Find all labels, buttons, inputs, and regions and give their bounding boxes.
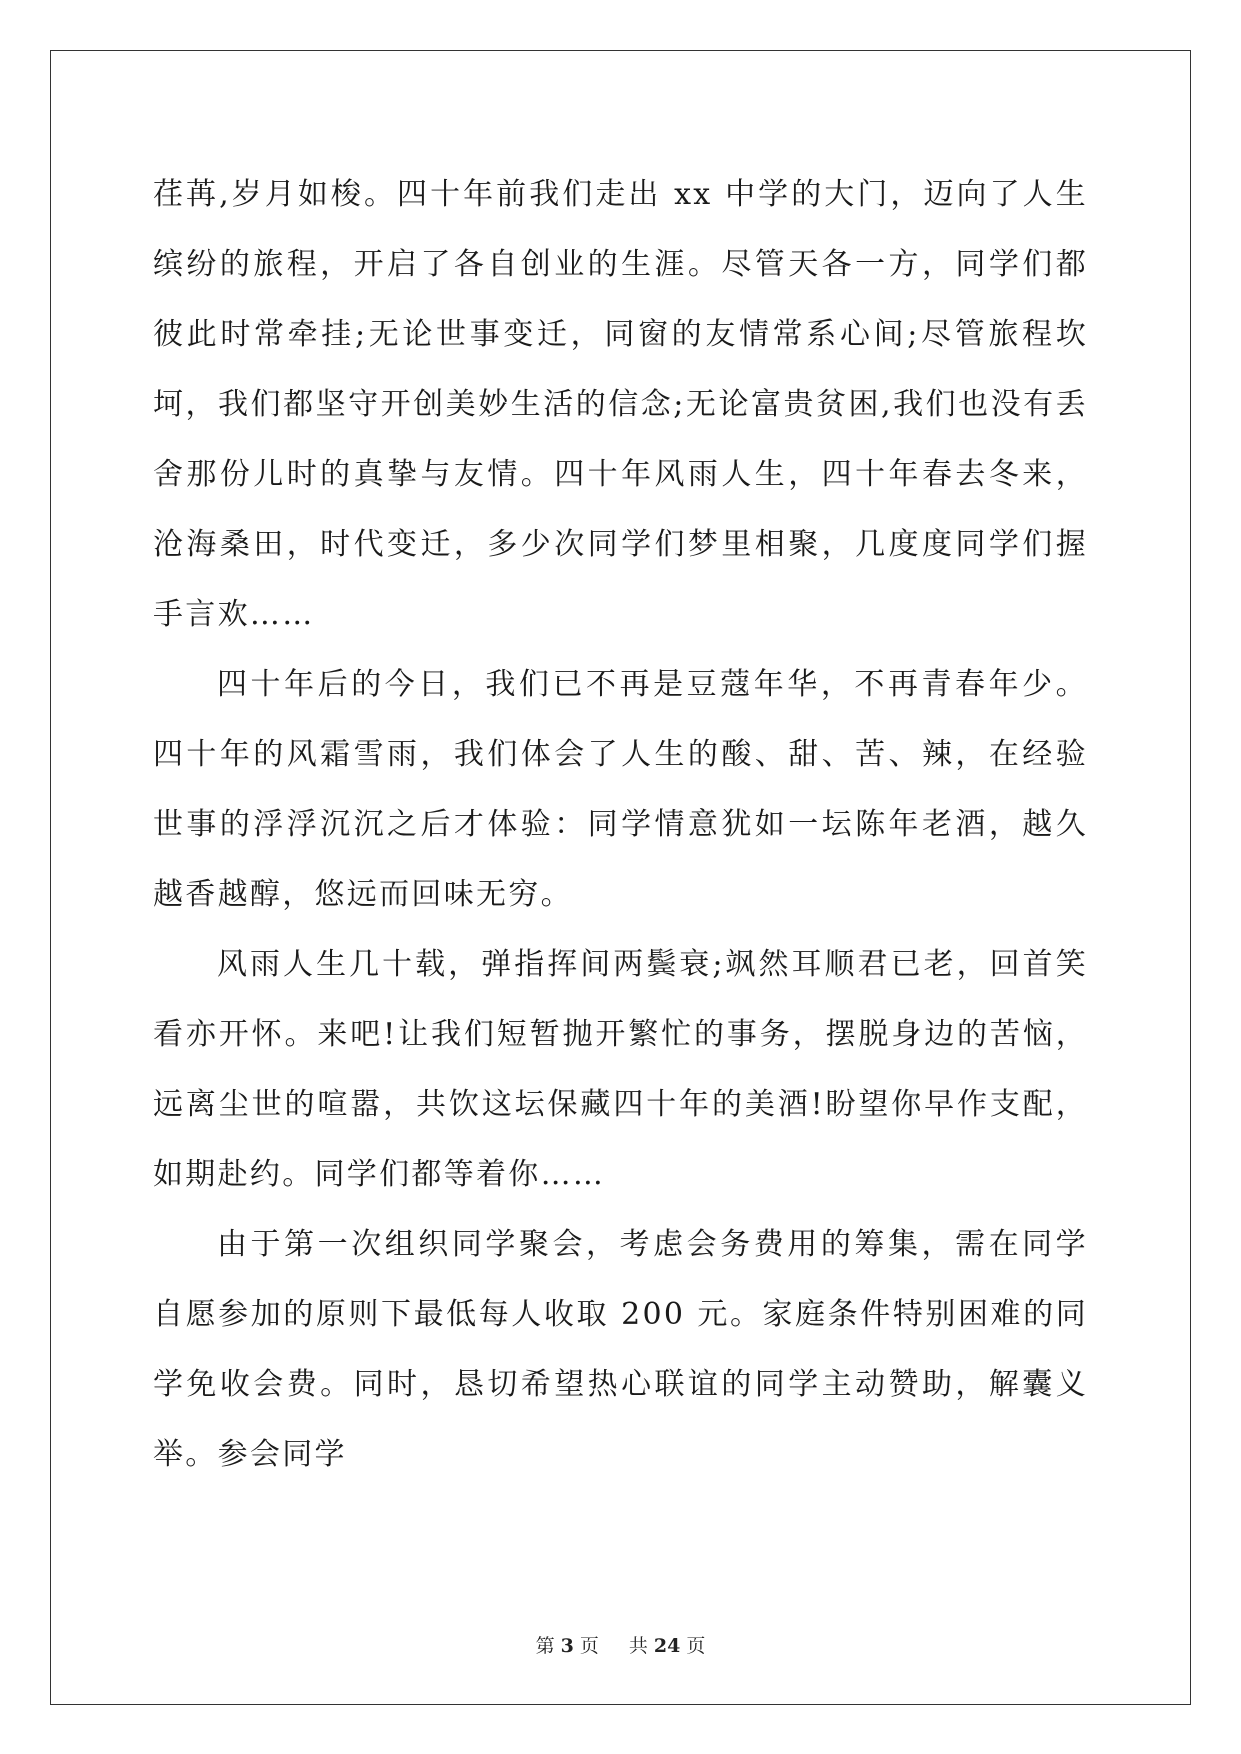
paragraph-3: 风雨人生几十载，弹指挥间两鬓衰;飒然耳顺君已老，回首笑看亦开怀。来吧!让我们短暂抛开繁忙的事务，摆脱身边的苦恼，远离尘世的喧嚣，共饮这坛保藏四十年的美酒!盼望你早作支配，如期赴约。同学们都等着你…… bbox=[153, 947, 1088, 1192]
page-prefix: 第 bbox=[535, 1635, 555, 1657]
paragraph-1: 荏苒,岁月如梭。四十年前我们走出 xx 中学的大门，迈向了人生缤纷的旅程，开启了各自创业的生涯。尽管天各一方，同学们都彼此时常牵挂;无论世事变迁，同窗的友情常系心间;尽管旅程坎坷，我们都坚守开创美妙生活的信念;无论富贵贫困,我们也没有丢舍那份儿时的真挚与友情。四十年风雨人生，四十年春去冬来，沧海桑田，时代变迁，多少次同学们梦里相聚，几度度同学们握手言欢…… bbox=[153, 177, 1088, 632]
total-pages-indicator bbox=[623, 1635, 711, 1657]
page-footer bbox=[0, 1631, 1241, 1658]
total-suffix: 页 bbox=[686, 1635, 706, 1657]
paragraph-4: 由于第一次组织同学聚会，考虑会务费用的筹集，需在同学自愿参加的原则下最低每人收取 200 元。家庭条件特别困难的同学免收会费。同时，恳切希望热心联谊的同学主动赞助，解囊义举。参会同学 bbox=[153, 1227, 1088, 1472]
paragraph-2: 四十年后的今日，我们已不再是豆蔻年华，不再青春年少。四十年的风霜雪雨，我们体会了人生的酸、甜、苦、辣，在经验世事的浮浮沉沉之后才体验：同学情意犹如一坛陈年老酒，越久越香越醇，悠远而回味无穷。 bbox=[153, 667, 1088, 912]
page-indicator bbox=[530, 1635, 605, 1657]
page-suffix: 页 bbox=[579, 1635, 599, 1657]
total-pages: 24 bbox=[653, 1635, 681, 1657]
total-prefix: 共 bbox=[628, 1635, 648, 1657]
page-number: 3 bbox=[560, 1635, 574, 1657]
document-body bbox=[153, 160, 1088, 1490]
